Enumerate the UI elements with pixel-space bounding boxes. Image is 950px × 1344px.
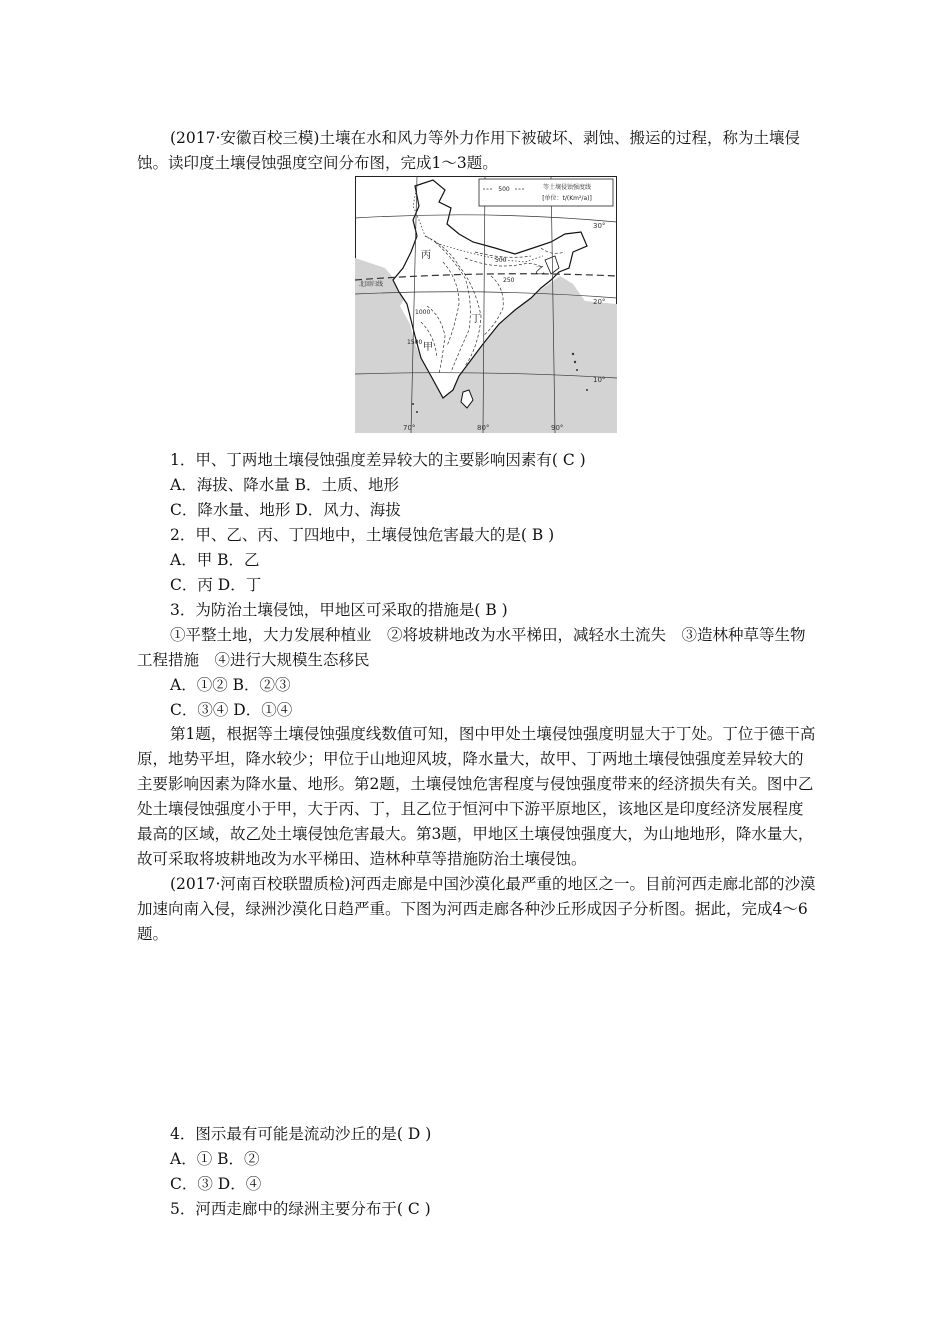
intro-1-text: 土壤在水和风力等外力作用下被破坏、剥蚀、搬运的过程，称为土壤侵蚀。读印度土壤侵蚀强度空间分布图，完成1～3题。 [137,129,800,172]
legend-unit: [单位：t/(Km²/a)] [542,195,592,202]
q2-options-cd: C．丙 D．丁 [170,576,262,594]
q4-options-cd: C．③ D．④ [170,1175,262,1193]
lon-80-label: 80° [477,424,490,432]
q1-stem: 1．甲、丁两地土壤侵蚀强度差异较大的主要影响因素有( C ) [170,451,586,469]
intro-paragraph-2 [137,872,817,947]
q2-options-ab: A．甲 B．乙 [170,551,260,569]
q3-options-cd: C．③④ D．①④ [170,701,293,719]
lat-20-label: 20° [593,298,606,306]
intro-2-source: (2017·河南百校联盟质检) [170,875,351,893]
lat-30-label: 30° [593,222,606,230]
q4-stem: 4．图示最有可能是流动沙丘的是( D ) [170,1125,432,1143]
q3-statements: ①平整土地，大力发展种植业 ②将坡耕地改为水平梯田，减轻水土流失 ③造林种草等生物工程措施 ④进行大规模生态移民 [137,626,806,669]
place-yi: 乙 [535,266,545,277]
q3-options-ab: A．①② B．②③ [170,676,291,694]
place-ding: 丁 [471,314,481,325]
lat-10-label: 10° [593,376,606,384]
lon-70-label: 70° [403,424,416,432]
explanation-paragraph: 第1题，根据等土壤侵蚀强度线数值可知，图中甲处土壤侵蚀强度明显大于丁处。丁位于德干高原，地势平坦，降水较少；甲位于山地迎风坡，降水量大，故甲、丁两地土壤侵蚀强度差异较大的主要影响因素为降水量、地形。第2题，土壤侵蚀危害程度与侵蚀强度带来的经济损失有关。图中乙处土壤侵蚀强度小于甲，大于丙、丁，且乙位于恒河中下游平原地区，该地区是印度经济发展程度最高的区域，故乙处土壤侵蚀危害最大。第3题，甲地区土壤侵蚀强度大，为山地地形，降水量大，故可采取将坡耕地改为水平梯田、造林种草等措施防治土壤侵蚀。 [137,725,816,868]
legend-title: 等土壤侵蚀强度线 [542,184,592,191]
q1-options-cd: C．降水量、地形 D．风力、海拔 [170,501,401,519]
q1-options-ab: A．海拔、降水量 B．土质、地形 [170,476,400,494]
intro-2-text: 河西走廊是中国沙漠化最严重的地区之一。目前河西走廊北部的沙漠加速向南入侵，绿洲沙漠化日趋严重。下图为河西走廊各种沙丘形成因子分析图。据此，完成4～6题。 [137,875,816,943]
q3-stem: 3．为防治土壤侵蚀，甲地区可采取的措施是( B ) [170,601,508,619]
place-jia: 甲 [423,342,433,353]
iso-label-1000: 1000 [415,309,431,316]
place-bing: 丙 [421,250,431,261]
intro-1-source: (2017·安徽百校三模) [170,129,320,147]
iso-label-1500: 1500 [407,339,423,346]
q2-stem: 2．甲、乙、丙、丁四地中，土壤侵蚀危害最大的是( B ) [170,526,555,544]
q4-options-ab: A．① B．② [170,1150,260,1168]
india-soil-erosion-map [355,176,617,433]
q5-stem: 5．河西走廊中的绿洲主要分布于( C ) [170,1200,431,1218]
intro-paragraph-1 [137,126,817,176]
lon-90-label: 90° [551,424,564,432]
tropic-label: 北回归线 [359,281,384,288]
legend-sample-value: 500 [498,186,510,193]
iso-label-500: 500 [495,257,507,264]
iso-label-250: 250 [503,277,515,284]
